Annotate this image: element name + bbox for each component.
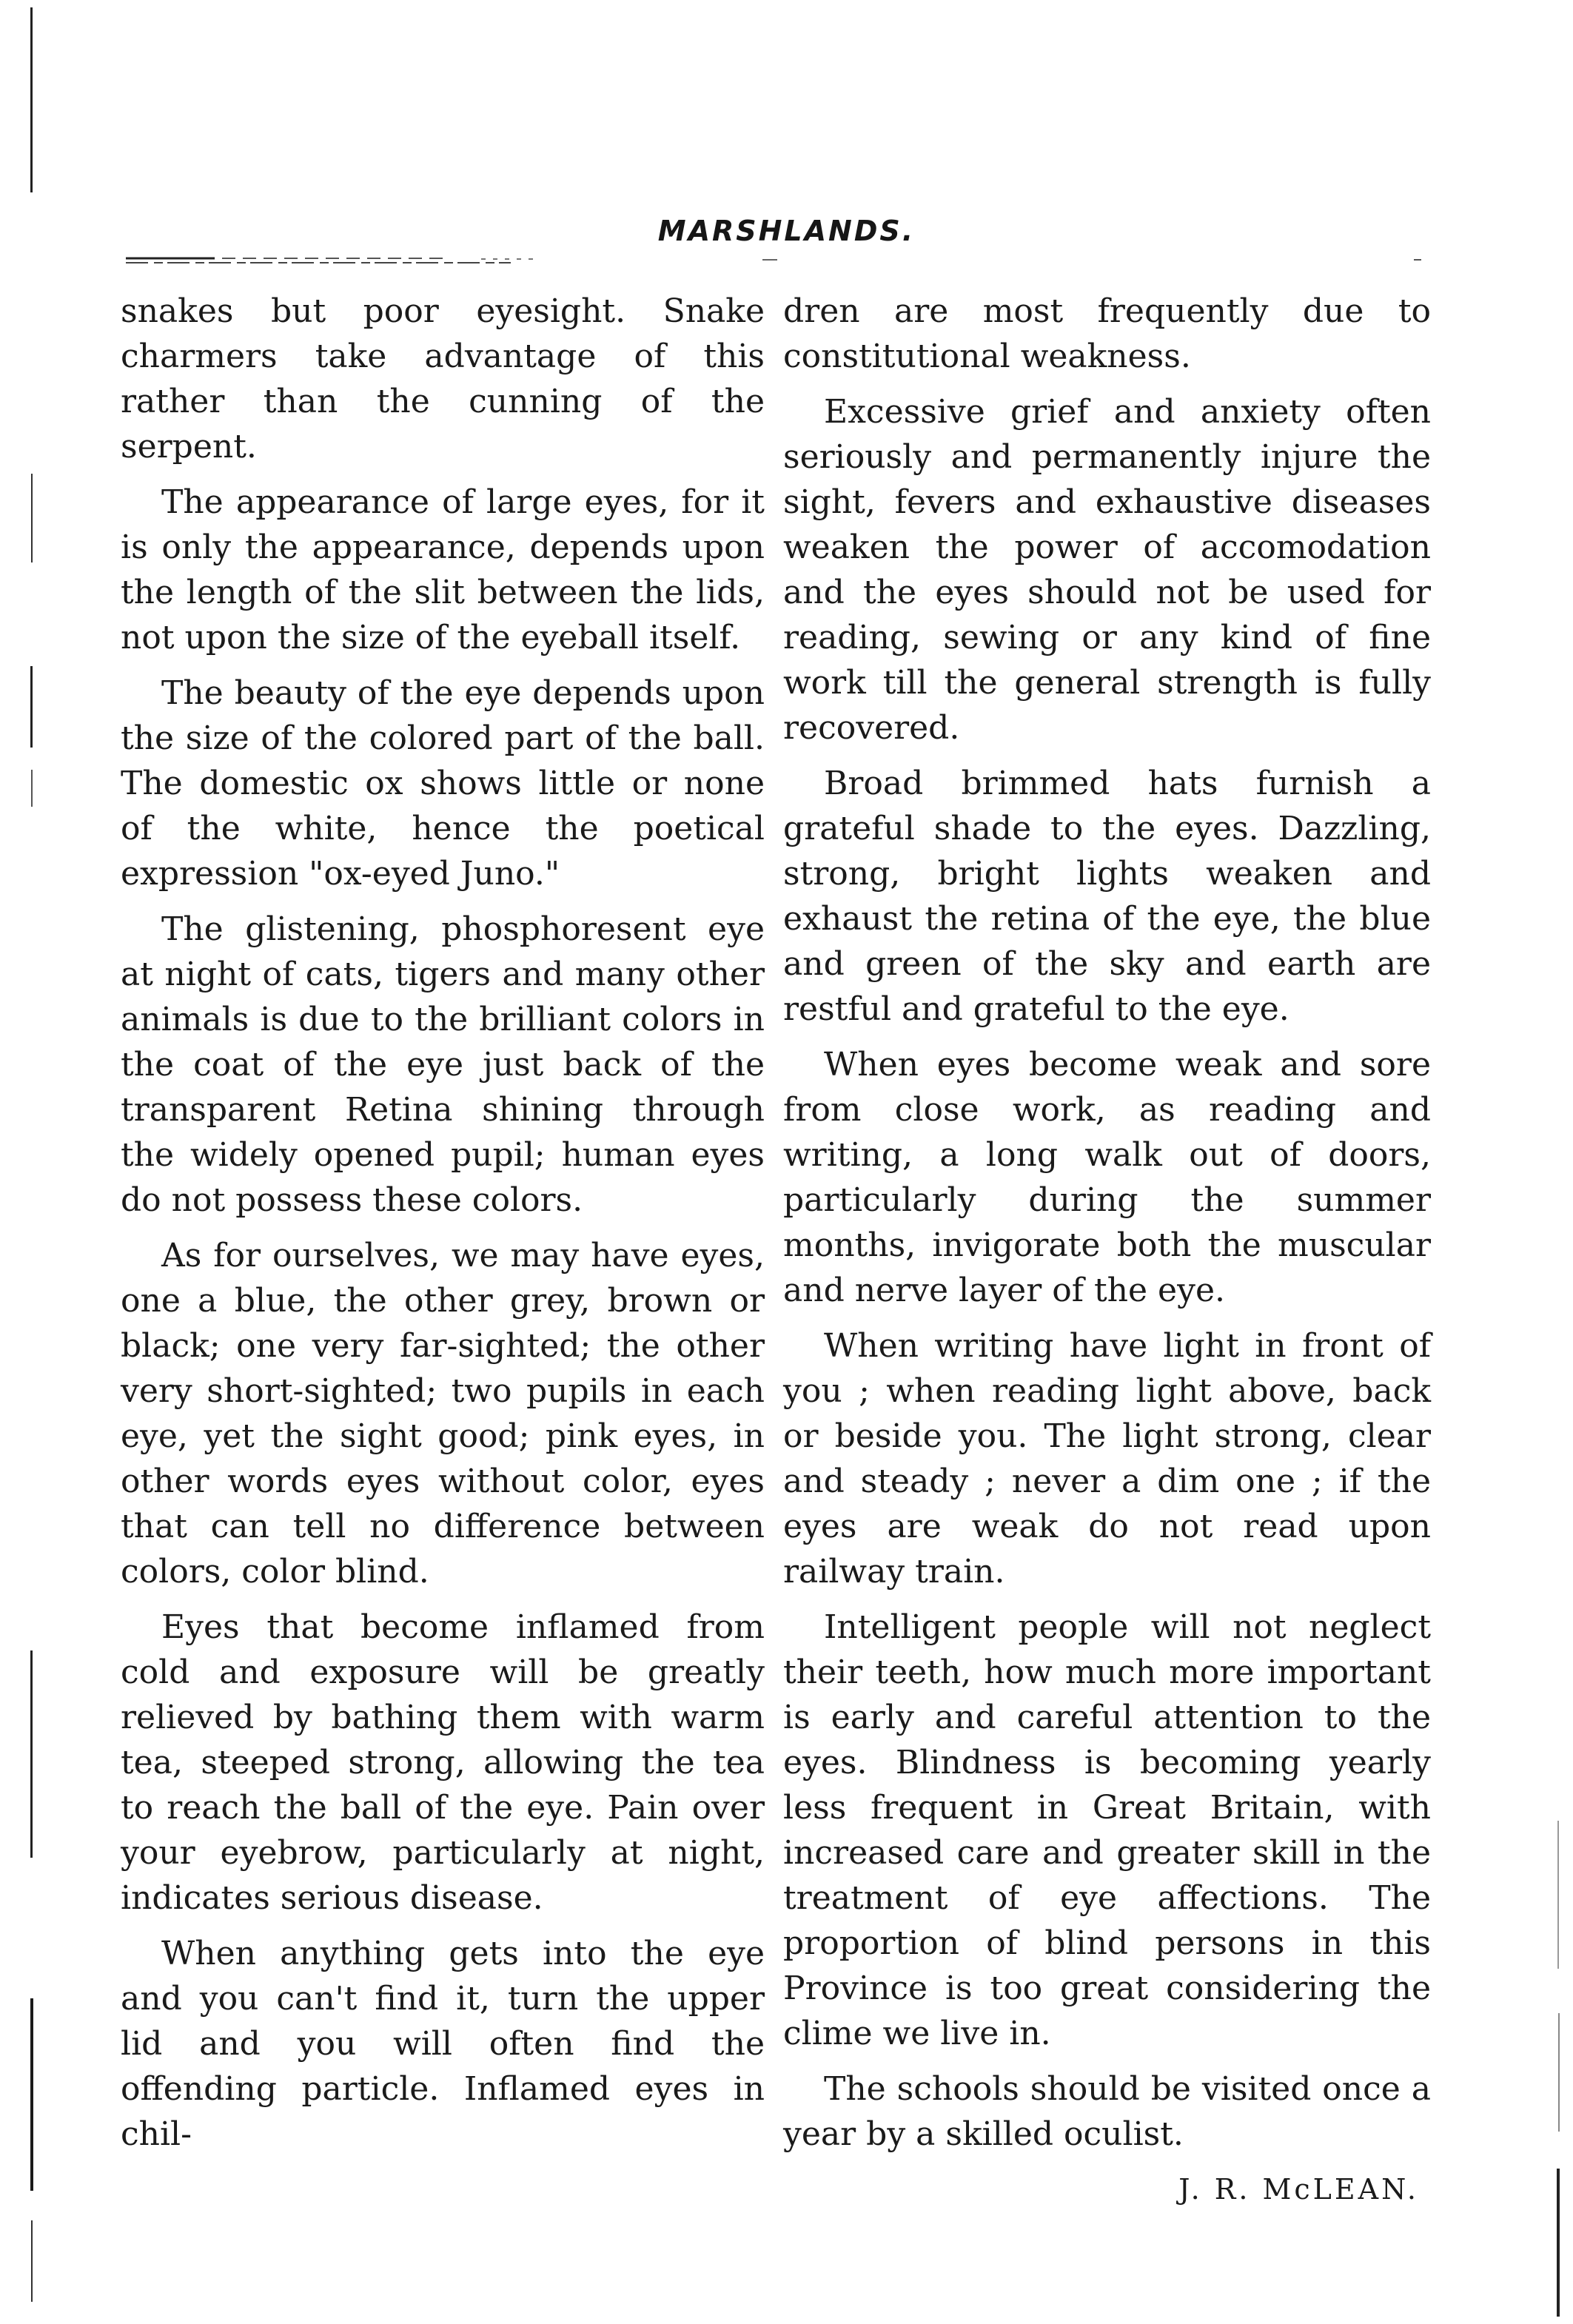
paragraph: Intelligent people will not neglect their teeth, how much more important is early and careful attention to the eyes. Blindness is becoming yearly less frequent in Great Britain, with increased care and greater skill in the treatment of eye affections. The proportion of blind persons in this Province is too great considering the clime we live in. <box>783 1608 1431 2052</box>
right-column <box>783 289 1431 2212</box>
paragraph: The beauty of the eye depends upon the size of the colored part of the ball. The domestic ox shows little or none of the white, hence the poetical expression "ox-eyed Juno." <box>121 674 765 893</box>
paragraph: Excessive grief and anxiety often seriously and permanently injure the sight, fevers and exhaustive diseases weaken the power of accomodation and the eyes should not be used for reading, sewing or any kind of fine work till the general strength is fully recovered. <box>783 393 1431 747</box>
scan-edge-marks-left <box>27 0 37 2320</box>
paragraph: When writing have light in front of you ; when reading light above, back or beside you. The light strong, clear and steady ; never a dim one ; if the eyes are weak do not read upon railway train. <box>783 1327 1431 1591</box>
paragraph: As for ourselves, we may have eyes, one a blue, the other grey, brown or black; one very far-sighted; the other very short-sighted; two pupils in each eye, yet the sight good; pink eyes, in other words eyes without color, eyes that can tell no difference between colors, color blind. <box>121 1237 765 1591</box>
paragraph: Eyes that become inflamed from cold and exposure will be greatly relieved by bathing them with warm tea, steeped strong, allowing the tea to reach the ball of the eye. Pain over your eyebrow, particularly at night, indicates serious disease. <box>121 1608 765 1917</box>
paragraph: When anything gets into the eye and you can't find it, turn the upper lid and you will often find the offending particle. Inflamed eyes in chil- <box>121 1935 765 2153</box>
paragraph: Broad brimmed hats furnish a grateful shade to the eyes. Dazzling, strong, bright lights weaken and exhaust the retina of the eye, the blue and green of the sky and earth are restful and grateful to the eye. <box>783 765 1431 1028</box>
author-signature: J. R. McLEAN. <box>1178 2173 1419 2206</box>
header-rule <box>126 255 1421 266</box>
paragraph: dren are most frequently due to constitutional weakness. <box>783 292 1431 375</box>
paragraph: The glistening, phosphoresent eye at night of cats, tigers and many other animals is due to the brilliant colors in the coat of the eye just back of the transparent Retina shining through the widely opened pupil; human eyes do not possess these colors. <box>121 910 765 1219</box>
left-column <box>121 289 765 2167</box>
paragraph: snakes but poor eyesight. Snake charmers take advantage of this rather than the cunning of the serpent. <box>121 292 765 466</box>
paragraph: The schools should be visited once a year by a skilled oculist. <box>783 2070 1431 2153</box>
scan-edge-marks-right <box>1553 1821 1565 2324</box>
paragraph: When eyes become weak and sore from close work, as reading and writing, a long walk out of doors, particularly during the summer months, invigorate both the muscular and nerve layer of the eye. <box>783 1046 1431 1309</box>
paragraph: The appearance of large eyes, for it is only the appearance, depends upon the length of the slit between the lids, not upon the size of the eyeball itself. <box>121 483 765 656</box>
running-head: MARSHLANDS. <box>657 215 916 247</box>
